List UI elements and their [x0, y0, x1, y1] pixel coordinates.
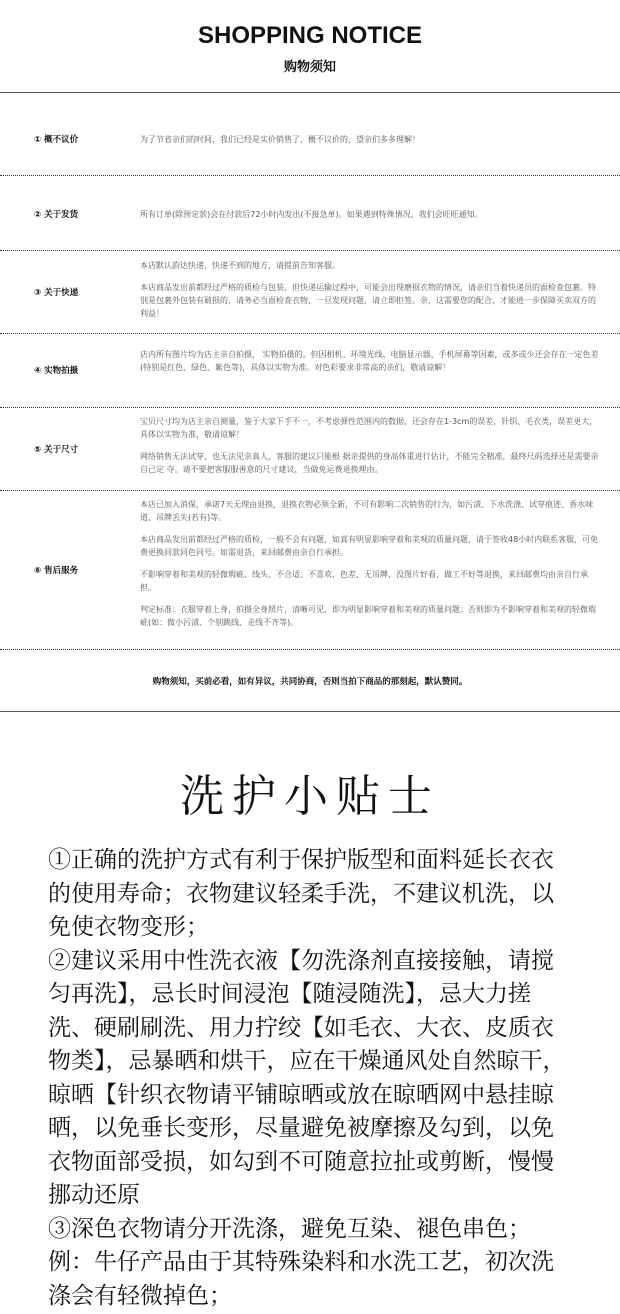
notice-title-cn: 购物须知: [283, 60, 336, 75]
header-divider: [0, 92, 620, 93]
notice-row-label-photos: ④ 实物拍摄: [34, 366, 79, 376]
notice-row-text-aftersales: [140, 498, 602, 629]
row-divider: [0, 490, 620, 491]
notice-header: [0, 0, 620, 92]
care-tip-item: ①正确的洗护方式有利于保护版型和面料延长衣衣的使用寿命；衣物建议轻柔手洗，不建议机洗，以免使衣物变形；: [48, 847, 554, 940]
notice-paragraph: 不影响穿着和美观的轻微瑕疵、线头、不合适、不喜欢、色差、无吊牌、没图片好看、做工不好等退换，来回邮费均由亲自行承担。: [140, 570, 588, 592]
notice-row-label-aftersales: ⑥ 售后服务: [34, 566, 79, 576]
row-divider: [0, 333, 620, 334]
care-tip-item: ③深色衣物请分开洗涤，避免互染、褪色串色；例：牛仔产品由于其特殊染料和水洗工艺，初次洗涤会有轻微掉色；: [48, 1215, 554, 1309]
notice-row-text-size: [140, 415, 602, 476]
notice-paragraph: 网络销售无法试穿，也无法见亲真人，客服的建议只能根 据亲提供的身高体重进行估计，不能完全精准，最终尺码选择还是需要亲自己定 夺。请不要把客服服善意的尺寸建议，当做免运费退换理由。: [140, 452, 599, 474]
notice-row-label-price: ① 概不议价: [34, 135, 79, 145]
care-tips-section: [0, 712, 620, 1314]
row-divider: [0, 407, 620, 408]
care-tips-title: 洗护小贴士: [180, 771, 440, 822]
notice-paragraph: 店内所有图片均为店主亲自拍摄， 实物拍摄的。但因相机、环境光线、电脑显示器、手机屏幕等因素，或多或少还会存在一定色差(特别是红色、绿色、紫色等)，具体以实物为准。对色彩要求非常高的亲们，敬请谅解！: [140, 350, 599, 372]
notice-row-label-size: ⑤ 关于尺寸: [34, 445, 79, 455]
notice-footer: 购物须知，买前必看，如有异议，共同协商，否则当拍下商品的那刻起，默认赞同。: [152, 677, 468, 687]
notice-row-text-courier: [140, 259, 602, 320]
notice-row-text-shipping: [140, 208, 602, 221]
notice-paragraph: 为了节省亲们的时间，我们已经是实价销售了，概不议价的，望亲们多多理解！: [140, 135, 420, 144]
notice-paragraph: 判定标准：衣服穿着上身，拍摄全身照片，清晰可见，即为明显影响穿着和美观的质量问题；否则即为不影响穿着和美观的轻微瑕疵(如：微小污渍、个别跳线、走线不齐等)。: [140, 605, 596, 627]
row-divider: [0, 649, 620, 650]
notice-row-text-price: [140, 133, 602, 146]
notice-row-label-courier: ③ 关于快递: [34, 288, 79, 298]
notice-paragraph: 本店已加入消保，承诺7天无理由退换，退换衣物必须全新，不可有影响二次销售的行为，如污渍、下水洗涤、试穿痕迹、香水味道、吊牌丢失(若有)等。: [140, 500, 594, 522]
notice-row-label-shipping: ② 关于发货: [34, 210, 79, 220]
notice-title-en: SHOPPING NOTICE: [197, 22, 423, 49]
row-divider: [0, 250, 620, 251]
notice-paragraph: 本店默认韵达快递，快递不到的地方，请提前告知客服。: [140, 261, 340, 270]
notice-paragraph: 本店商品发出前都经过严格的质检与包装，但快递运输过程中，可能会出现磨损衣物的情况，请亲们当着快递员的面检查包裹。特别是包裹外包装有破损的，请务必当面检查衣物，一旦发现问题，请立即拒签。亲，这需要您的配合，才能进一步保障买卖双方的利益！: [140, 283, 596, 318]
notice-paragraph: 所有订单(除预定款)会在付款后72小时内发出(不接急单)。如果遇到特殊情况，我们会旺旺通知。: [140, 210, 483, 219]
notice-paragraph: 宝贝尺寸均为店主亲自测量，鉴于大家下手不一，不考虑弹性范围内的数据，还会存在1-3cm的误差，针织、毛衣类，误差更大，具体以实物为准，敬请谅解！: [140, 417, 598, 439]
notice-paragraph: 本店商品发出前都经过严格的质检，一般不会有问题，如真有明显影响穿着和美观的质量问题，请于签收48小时内联系客服，可免费更换同款同色同号。如需退货，来回邮费由亲自行承担。: [140, 535, 599, 557]
care-tips-body: [48, 844, 576, 1313]
notice-row-text-photos: [140, 348, 602, 374]
row-divider: [0, 175, 620, 176]
care-tip-item: ②建议采用中性洗衣液【勿洗涤剂直接接触，请搅匀再洗】，忌长时间浸泡【随浸随洗】，忌大力搓洗、硬刷刷洗、用力拧绞【如毛衣、大衣、皮质衣物类】，忌暴晒和烘干，应在干燥通风处自然晾干，晾晒【针织衣物请平铺晾晒或放在晾晒网中悬挂晾晒，以免垂长变形，尽量避免被摩擦及勾到，以免衣物面部受损，如勾到不可随意拉扯或剪断，慢慢挪动还原: [48, 947, 566, 1208]
